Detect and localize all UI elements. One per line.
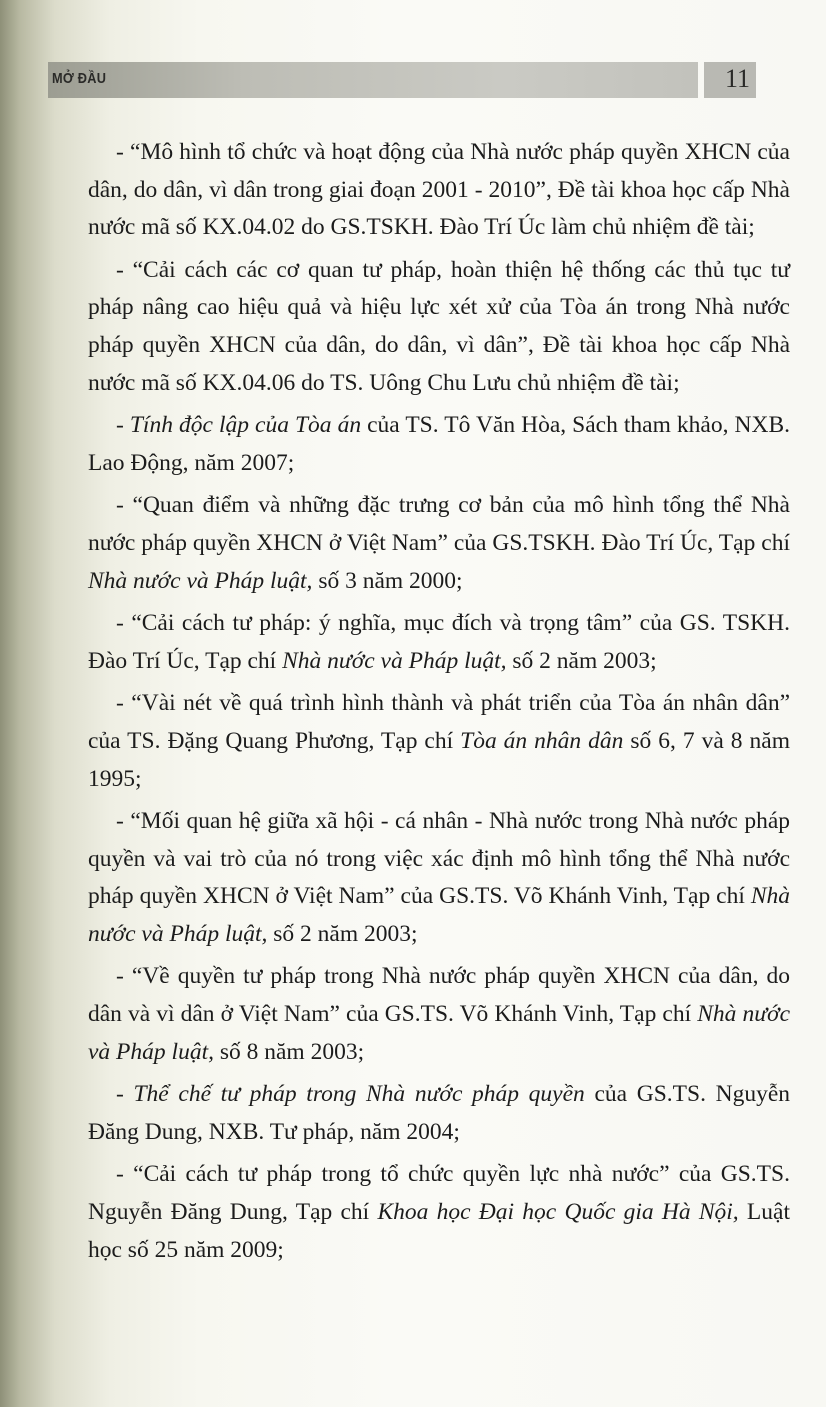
text-segment: - “Mô hình tổ chức và hoạt động của Nhà nước pháp quyền XHCN của dân, do dân, vì dân trong giai đoạn 2001 - 2010”, Đề tài khoa học cấp Nhà nước mã số KX.04.02 do GS.TSKH. Đào Trí Úc làm chủ nhiệm đề tài; — [88, 139, 790, 241]
italic-title-segment: Nhà nước và Pháp luật, — [88, 1001, 790, 1065]
italic-title-segment: Nhà nước và Pháp luật, — [282, 647, 507, 674]
reference-item — [88, 803, 790, 953]
italic-title-segment: Nhà nước và Pháp luật, — [88, 567, 313, 594]
chapter-title: MỞ ĐẦU — [52, 70, 107, 87]
italic-title-segment: Thể chế tư pháp trong Nhà nước pháp quyền — [133, 1081, 585, 1108]
reference-item — [88, 407, 790, 482]
text-segment: của TS. Tô Văn Hòa, Sách tham khảo, NXB. Lao Động, năm 2007; — [88, 412, 790, 476]
reference-item — [88, 1156, 790, 1269]
text-segment: - “Mối quan hệ giữa xã hội - cá nhân - Nhà nước trong Nhà nước pháp quyền và vai trò của nó trong việc xác định mô hình tổng thể Nhà nước pháp quyền XHCN ở Việt Nam” của GS.TS. Võ Khánh Vinh, Tạp chí — [88, 808, 790, 910]
italic-title-segment: Tính độc lập của Tòa án — [129, 412, 362, 439]
text-segment: - — [116, 412, 130, 439]
text-segment: - “Cải cách tư pháp: ý nghĩa, mục đích và trọng tâm” của GS. TSKH. Đào Trí Úc, Tạp chí — [88, 610, 790, 674]
italic-title-segment: Khoa học Đại học Quốc gia Hà Nội, — [377, 1199, 739, 1226]
reference-item — [88, 605, 790, 680]
text-segment: số 2 năm 2003; — [506, 647, 657, 674]
text-segment: của GS.TS. Nguyễn Đăng Dung, NXB. Tư pháp, năm 2004; — [88, 1081, 791, 1145]
text-segment: - — [116, 1081, 134, 1108]
text-segment: số 8 năm 2003; — [213, 1038, 365, 1065]
reference-item — [88, 252, 790, 402]
text-segment: số 2 năm 2003; — [267, 920, 418, 947]
running-header — [48, 62, 698, 98]
italic-title-segment: Nhà nước và Pháp luật, — [88, 883, 790, 947]
reference-item — [88, 1076, 790, 1151]
text-segment: - “Vài nét về quá trình hình thành và phát triển của Tòa án nhân dân” của TS. Đặng Quang Phương, Tạp chí — [88, 690, 790, 754]
text-segment: - “Quan điểm và những đặc trưng cơ bản của mô hình tổng thể Nhà nước pháp quyền XHCN ở Việt Nam” của GS.TSKH. Đào Trí Úc, Tạp chí — [88, 492, 790, 556]
text-segment: số 3 năm 2000; — [312, 567, 463, 594]
reference-item — [88, 487, 790, 600]
body-text — [88, 134, 790, 1274]
italic-title-segment: Tòa án nhân dân — [460, 727, 624, 754]
text-segment: - “Về quyền tư pháp trong Nhà nước pháp quyền XHCN của dân, do dân và vì dân ở Việt Nam” của GS.TS. Võ Khánh Vinh, Tạp chí — [88, 963, 790, 1028]
page-number-box — [704, 62, 756, 98]
text-segment: Luật học số 25 năm 2009; — [88, 1199, 790, 1263]
reference-item — [88, 685, 790, 798]
page-number: 11 — [724, 64, 750, 93]
text-segment: - “Cải cách các cơ quan tư pháp, hoàn thiện hệ thống các thủ tục tư pháp nâng cao hiệu quả và hiệu lực xét xử của Tòa án trong Nhà nước pháp quyền XHCN của dân, do dân, vì dân”, Đề tài khoa học cấp Nhà nước mã số KX.04.06 do TS. Uông Chu Lưu chủ nhiệm đề tài; — [88, 256, 790, 396]
reference-item — [88, 134, 790, 247]
text-segment: - “Cải cách tư pháp trong tổ chức quyền lực nhà nước” của GS.TS. Nguyễn Đăng Dung, Tạp chí — [88, 1161, 790, 1226]
reference-item — [88, 958, 790, 1071]
text-segment: số 6, 7 và 8 năm 1995; — [88, 727, 790, 792]
